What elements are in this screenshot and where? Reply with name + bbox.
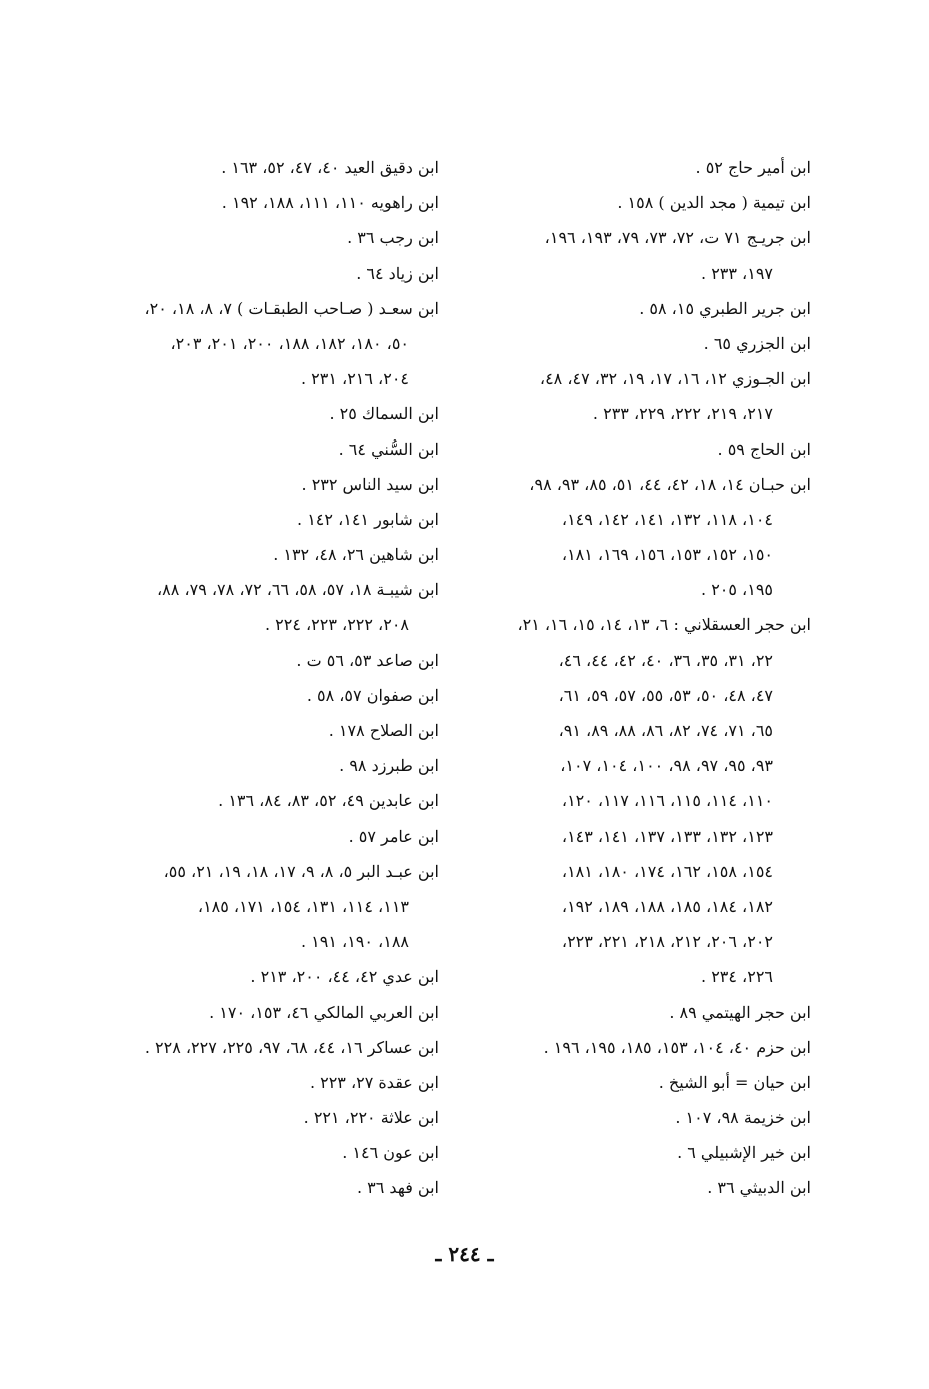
index-entry	[104, 1170, 439, 1205]
entry-continuation-line: ١٩٥، ٢٠٥ .	[701, 580, 773, 600]
entry-continuation-line: ٥٠، ١٨٠، ١٨٢، ١٨٨، ٢٠٠، ٢٠١، ٢٠٣،	[170, 333, 409, 353]
entry-headword-line: ابن أمير حاج ٥٢ .	[695, 158, 811, 177]
entry-headword-line: ابن شاهين ٢٦، ٤٨، ١٣٢ .	[273, 545, 439, 565]
entry-headword-line: ابن العربي المالكي ٤٦، ١٥٣، ١٧٠ .	[209, 1002, 439, 1022]
entry-headword-line: ابن طبرزد ٩٨ .	[339, 756, 439, 776]
entry-headword-line: ابن الحاج ٥٩ .	[717, 439, 811, 459]
index-entry	[104, 185, 439, 220]
entry-headword-line: ابن جرير الطبري ١٥، ٥٨ .	[639, 298, 811, 318]
entry-continuation-line: ٢٠٤، ٢١٦، ٢٣١ .	[300, 369, 409, 389]
index-entry	[451, 1135, 811, 1170]
index-entry	[451, 607, 811, 994]
index-entry	[104, 643, 439, 678]
entry-headword-line: ابن الدبيثي ٣٦ .	[707, 1178, 811, 1198]
entry-headword-line: ابن عقدة ٢٧، ٢٢٣ .	[309, 1072, 439, 1092]
index-entry	[451, 995, 811, 1030]
entry-continuation-line: ٩٣، ٩٥، ٩٧، ٩٨، ١٠٠، ١٠٤، ١٠٧،	[560, 756, 773, 776]
entry-continuation-line: ٦٥، ٧١، ٧٤، ٨٢، ٨٦، ٨٨، ٨٩، ٩١،	[558, 721, 773, 740]
entry-continuation-line: ١٢٣، ١٣٢، ١٣٣، ١٣٧، ١٤١، ١٤٣،	[561, 826, 773, 846]
entry-headword-line: ابن عساكر ١٦، ٤٤، ٦٨، ٩٧، ٢٢٥، ٢٢٧، ٢٢٨ .	[144, 1037, 439, 1057]
index-entry	[104, 256, 439, 291]
index-entry	[451, 150, 811, 185]
entry-headword-line: ابن صاعد ٥٣، ٥٦ ت .	[296, 650, 439, 670]
entry-headword-line: ابن الصلاح ١٧٨ .	[328, 721, 439, 740]
entry-headword-line: ابن جريـج ٧١ ت، ٧٢، ٧٣، ٧٩، ١٩٣، ١٩٦،	[544, 228, 811, 248]
index-entry	[104, 783, 439, 818]
entry-continuation-line: ٢٠٨، ٢٢٢، ٢٢٣، ٢٢٤ .	[264, 615, 409, 635]
index-entry	[104, 502, 439, 537]
entry-headword-line: ابن صفوان ٥٧، ٥٨ .	[306, 685, 439, 705]
index-entry	[451, 185, 811, 220]
index-entry	[451, 432, 811, 467]
entry-headword-line: ابن عدي ٤٢، ٤٤، ٢٠٠، ٢١٣ .	[250, 967, 439, 987]
entry-headword-line: ابن زياد ٦٤ .	[356, 263, 439, 283]
entry-headword-line: ابن شابور ١٤١، ١٤٢ .	[297, 509, 439, 529]
entry-continuation-line: ٢١٧، ٢١٩، ٢٢٢، ٢٢٩، ٢٣٣ .	[592, 404, 773, 424]
index-entry	[104, 1100, 439, 1135]
index-entry	[104, 291, 439, 397]
entry-continuation-line: ١٠٤، ١١٨، ١٣٢، ١٤١، ١٤٢، ١٤٩،	[561, 509, 773, 529]
entry-continuation-line: ٢٠٢، ٢٠٦، ٢١٢، ٢١٨، ٢٢١، ٢٢٣،	[561, 932, 773, 952]
index-entry	[104, 537, 439, 572]
index-entry	[451, 291, 811, 326]
index-column-left	[104, 150, 439, 1206]
entry-headword-line: ابن دقيق العيد ٤٠، ٤٧، ٥٢، ١٦٣ .	[221, 158, 439, 177]
page-number: ـ ٢٤٤ ـ	[435, 1242, 494, 1266]
entry-headword-line: ابن الجـوزي ١٢، ١٦، ١٧، ١٩، ٣٢، ٤٧، ٤٨،	[539, 369, 811, 389]
index-entry	[104, 748, 439, 783]
index-column-right	[451, 150, 811, 1206]
entry-continuation-line: ١٥٤، ١٥٨، ١٦٢، ١٧٤، ١٨٠، ١٨١،	[561, 861, 773, 881]
index-entry	[104, 713, 439, 748]
entry-headword-line: ابن حزم ٤٠، ١٠٤، ١٥٣، ١٨٥، ١٩٥، ١٩٦ .	[543, 1037, 811, 1057]
index-entry	[104, 220, 439, 255]
entry-headword-line: ابن سعـد ( صـاحب الطبقـات ) ٧، ٨، ١٨، ٢٠،	[144, 298, 439, 318]
index-entry	[104, 467, 439, 502]
index-entry	[104, 854, 439, 960]
index-entry	[451, 1065, 811, 1100]
entry-continuation-line: ٤٧، ٤٨، ٥٠، ٥٣، ٥٥، ٥٧، ٥٩، ٦١،	[558, 685, 773, 705]
entry-headword-line: ابن حجر الهيتمي ٨٩ .	[669, 1002, 811, 1022]
entry-headword-line: ابن رجب ٣٦ .	[347, 228, 439, 248]
index-entry	[104, 572, 439, 642]
entry-headword-line: ابن عامر ٥٧ .	[348, 826, 439, 846]
entry-headword-line: ابن حيان = أبو الشيخ .	[658, 1072, 811, 1092]
entry-continuation-line: ١٨٨، ١٩٠، ١٩١ .	[300, 932, 409, 952]
index-entry	[451, 1030, 811, 1065]
entry-continuation-line: ١١٣، ١١٤، ١٣١، ١٥٤، ١٧١، ١٨٥،	[197, 896, 409, 916]
entry-headword-line: ابن فهد ٣٦ .	[356, 1178, 439, 1198]
index-entry	[451, 361, 811, 431]
index-entry	[104, 1065, 439, 1100]
index-entry	[104, 819, 439, 854]
index-entry	[451, 1100, 811, 1135]
index-entry	[451, 467, 811, 608]
entry-headword-line: ابن خزيمة ٩٨، ١٠٧ .	[675, 1108, 811, 1128]
index-entry	[104, 1030, 439, 1065]
entry-continuation-line: ١١٠، ١١٤، ١١٥، ١١٦، ١١٧، ١٢٠،	[561, 791, 773, 811]
entry-headword-line: ابن حجر العسقلاني : ٦، ١٣، ١٤، ١٥، ١٦، ٢١،	[517, 615, 811, 635]
entry-headword-line: ابن سيد الناس ٢٣٢ .	[301, 474, 439, 494]
index-entry	[104, 150, 439, 185]
index-entry	[104, 678, 439, 713]
entry-headword-line: ابن السماك ٢٥ .	[329, 404, 439, 424]
index-entry	[104, 432, 439, 467]
index-entry	[104, 995, 439, 1030]
index-entry	[104, 396, 439, 431]
entry-continuation-line: ١٩٧، ٢٣٣ .	[701, 263, 773, 283]
entry-continuation-line: ١٥٠، ١٥٢، ١٥٣، ١٥٦، ١٦٩، ١٨١،	[561, 545, 773, 565]
entry-headword-line: ابن خير الإشبيلي ٦ .	[677, 1143, 811, 1163]
index-entry	[104, 959, 439, 994]
entry-headword-line: ابن تيمية ( مجد الدين ) ١٥٨ .	[617, 193, 811, 213]
entry-headword-line: ابن الجزري ٦٥ .	[703, 333, 811, 353]
entry-headword-line: ابن عون ١٤٦ .	[342, 1143, 439, 1163]
entry-headword-line: ابن عبـد البر ٥، ٨، ٩، ١٧، ١٨، ١٩، ٢١، ٥٥،	[163, 861, 439, 881]
entry-continuation-line: ١٨٢، ١٨٤، ١٨٥، ١٨٨، ١٨٩، ١٩٢،	[561, 896, 773, 916]
entry-headword-line: ابن عابدين ٤٩، ٥٢، ٨٣، ٨٤، ١٣٦ .	[218, 791, 439, 811]
entry-headword-line: ابن راهويه ١١٠، ١١١، ١٨٨، ١٩٢ .	[221, 193, 439, 213]
entry-headword-line: ابن علاثة ٢٢٠، ٢٢١ .	[303, 1108, 439, 1128]
entry-continuation-line: ٢٢٦، ٢٣٤ .	[701, 967, 773, 987]
entry-headword-line: ابن شيبـة ١٨، ٥٧، ٥٨، ٦٦، ٧٢، ٧٨، ٧٩، ٨٨،	[157, 580, 439, 600]
entry-headword-line: ابن السُّني ٦٤ .	[338, 439, 439, 459]
index-entry	[451, 1170, 811, 1205]
index-entry	[104, 1135, 439, 1170]
entry-continuation-line: ٢٢، ٣١، ٣٥، ٣٦، ٤٠، ٤٢، ٤٤، ٤٦،	[558, 650, 773, 670]
entry-headword-line: ابن حبـان ١٤، ١٨، ٤٢، ٤٤، ٥١، ٨٥، ٩٣، ٩٨،	[529, 474, 811, 494]
index-entry	[451, 326, 811, 361]
index-entry	[451, 220, 811, 290]
